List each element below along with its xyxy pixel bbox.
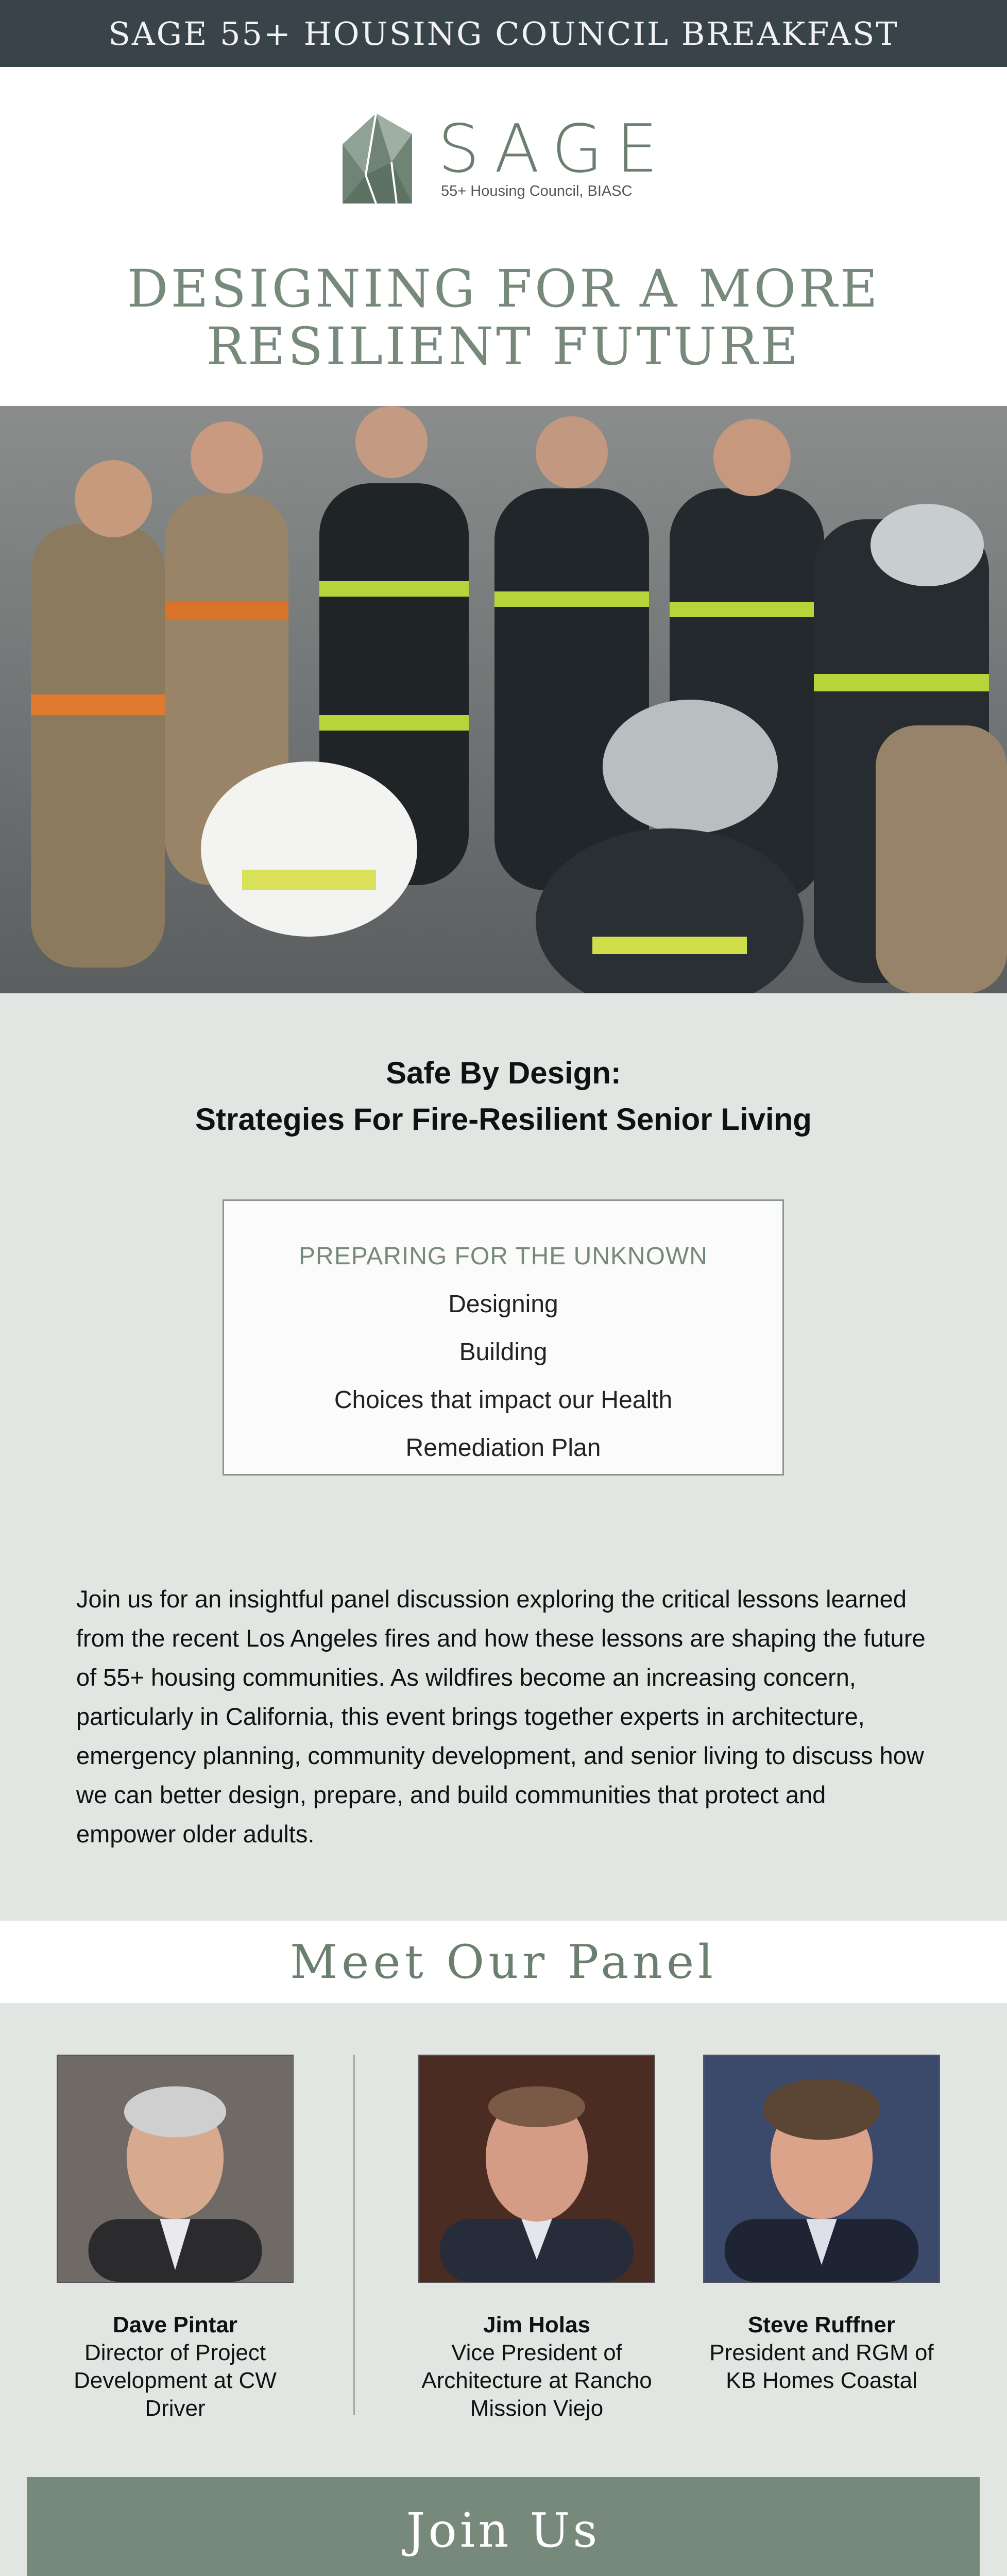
box-item: Designing xyxy=(448,1291,558,1318)
join-us-box xyxy=(27,2477,980,2576)
panelist-steve-ruffner xyxy=(703,2055,940,2395)
headline-line-1: DESIGNING FOR A MORE xyxy=(127,259,880,319)
intro-section xyxy=(0,993,1007,1921)
intro-title-line-2: Strategies For Fire-Resilient Senior Living xyxy=(195,1102,812,1137)
hero-image xyxy=(0,406,1007,993)
box-item: Building xyxy=(459,1338,548,1366)
panelist-photo xyxy=(418,2055,655,2283)
sage-logo-icon xyxy=(335,113,420,206)
panel-section xyxy=(0,2003,1007,2576)
intro-paragraph: Join us for an insightful panel discussion exploring the critical lessons learned from the recent Los Angeles fires and how these lessons are shaping the future of 55+ housing communities. As wildfires become an increasing concern, particularly in California, this event brings together experts in architecture, emergency planning, community development, and senior living to discuss how we can better design, prepare, and build communities that protect and empower older adults. xyxy=(76,1585,926,1848)
intro-title-line-1: Safe By Design: xyxy=(386,1056,621,1090)
panelist-name: Steve Ruffner xyxy=(747,2312,896,2337)
panelist-name: Jim Holas xyxy=(483,2312,590,2337)
top-banner xyxy=(0,0,1007,67)
panelist-name: Dave Pintar xyxy=(112,2312,238,2337)
panel-divider xyxy=(353,2055,355,2415)
panelist-photo xyxy=(703,2055,940,2283)
preparing-heading: PREPARING FOR THE UNKNOWN xyxy=(299,1243,708,1270)
headline xyxy=(0,260,1007,376)
sage-logo[interactable] xyxy=(335,111,675,209)
logo-subtitle: 55+ Housing Council, BIASC xyxy=(441,183,633,199)
panelist-role: Vice President of Architecture at Rancho Mission Viejo xyxy=(421,2340,652,2421)
headline-line-2: RESILIENT FUTURE xyxy=(206,316,801,377)
panel-heading-bar xyxy=(0,1921,1007,2003)
join-title: Join Us xyxy=(406,2503,601,2558)
panelist-photo xyxy=(57,2055,294,2283)
intro-title xyxy=(0,1050,1007,1143)
panelist-jim-holas xyxy=(418,2055,655,2422)
panelist-role: President and RGM of KB Homes Coastal xyxy=(709,2340,934,2393)
banner-title: SAGE 55+ HOUSING COUNCIL BREAKFAST xyxy=(108,14,899,53)
box-item: Choices that impact our Health xyxy=(334,1386,673,1414)
panelist-dave-pintar xyxy=(57,2055,294,2422)
preparing-box xyxy=(223,1199,784,1476)
firefighters-photo xyxy=(0,406,1007,993)
panel-heading: Meet Our Panel xyxy=(289,1935,717,1989)
logo-wordmark: SAGE xyxy=(438,111,671,188)
box-item: Remediation Plan xyxy=(405,1434,601,1462)
panelist-role: Director of Project Development at CW Driver xyxy=(74,2340,277,2421)
